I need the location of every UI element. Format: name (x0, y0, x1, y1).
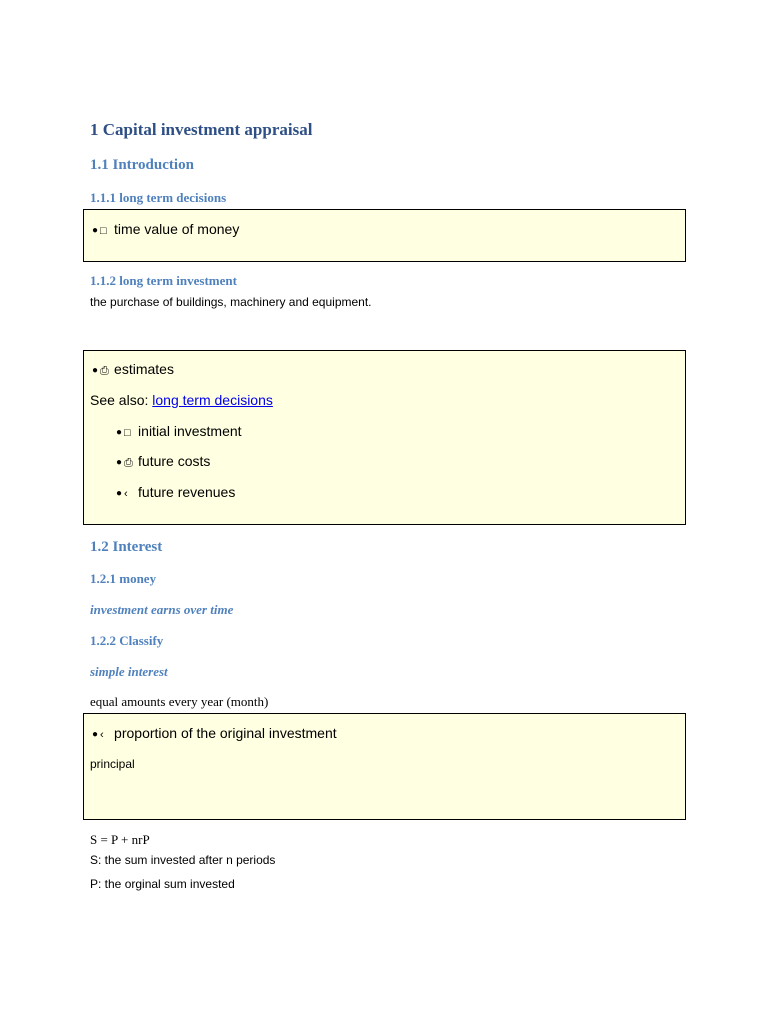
bullet-icon: ● (116, 457, 123, 468)
heading-money: 1.2.1 money (90, 571, 157, 586)
definition-s: S: the sum invested after n periods (90, 853, 276, 867)
note-text: estimates (114, 361, 174, 377)
chevron-left-icon: ‹ (100, 729, 104, 741)
heading-long-term-decisions: 1.1.1 long term decisions (90, 190, 227, 205)
formula: S = P + nrP (90, 832, 150, 847)
emphasis-text: investment earns over time (90, 602, 234, 617)
note-item (92, 725, 337, 741)
note-box-estimates (83, 350, 686, 525)
sub-item (116, 423, 242, 439)
emphasis-text: simple interest (90, 664, 168, 679)
bullet-icon: ● (116, 427, 123, 438)
note-box-proportion (83, 713, 686, 820)
sub-item (116, 484, 235, 500)
square-icon: □ (124, 427, 131, 439)
sub-item-text: future costs (138, 453, 211, 469)
heading-introduction: 1.1 Introduction (90, 157, 194, 173)
page-title: 1 Capital investment appraisal (90, 120, 313, 139)
bullet-icon: ● (116, 488, 123, 499)
note-box-time-value (83, 209, 686, 262)
bullet-icon: ● (92, 729, 99, 740)
note-text: proportion of the original investment (114, 725, 337, 741)
note-item (92, 361, 174, 378)
print-icon: ⎙ (124, 457, 133, 469)
square-icon: □ (100, 225, 107, 237)
note-text: time value of money (114, 221, 240, 237)
heading-long-term-investment: 1.1.2 long term investment (90, 273, 237, 288)
sub-item-text: future revenues (138, 484, 236, 500)
see-also-label: See also: (90, 392, 149, 408)
bullet-icon: ● (92, 225, 99, 236)
see-also-link[interactable]: long term decisions (152, 392, 273, 408)
note-item (92, 221, 239, 237)
chevron-left-icon: ‹ (124, 488, 128, 500)
body-text: the purchase of buildings, machinery and equipment. (90, 295, 372, 309)
heading-interest: 1.2 Interest (90, 539, 163, 555)
heading-classify: 1.2.2 Classify (90, 633, 164, 648)
print-icon: ⎙ (100, 365, 109, 377)
note-subtext: principal (90, 757, 135, 771)
sub-item-text: initial investment (138, 423, 242, 439)
body-text: equal amounts every year (month) (90, 694, 269, 709)
sub-item (116, 453, 210, 470)
definition-p: P: the orginal sum invested (90, 877, 235, 891)
bullet-icon: ● (92, 365, 99, 376)
see-also (90, 392, 273, 408)
